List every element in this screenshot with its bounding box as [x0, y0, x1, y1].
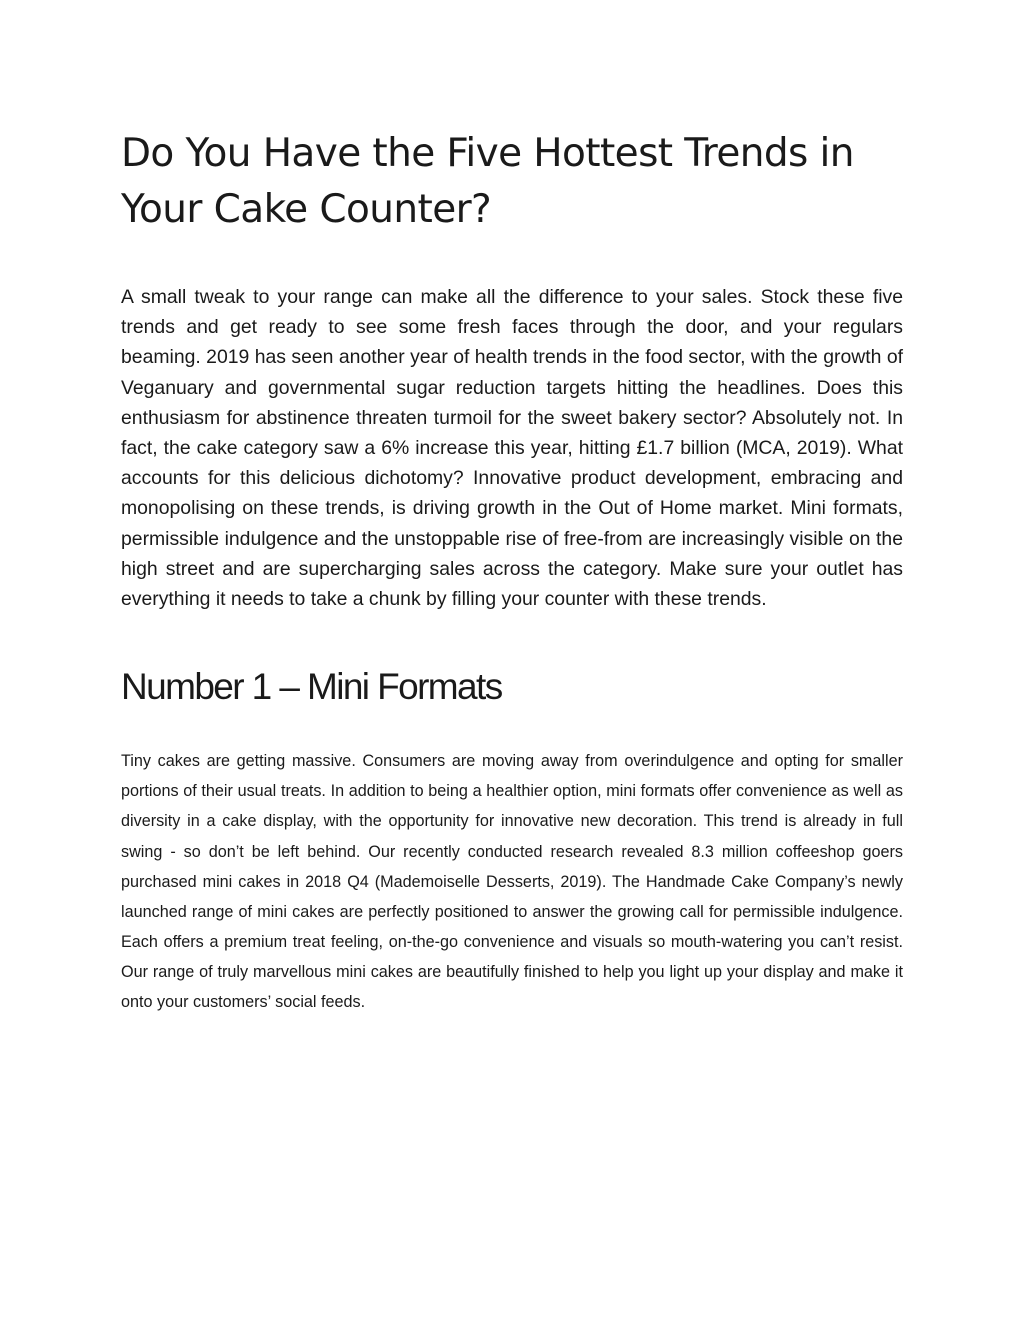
document-title: Do You Have the Five Hottest Trends in Your Cake Counter?	[121, 131, 854, 232]
document-content	[121, 126, 903, 1017]
section-heading-number-1: Number 1 – Mini Formats	[121, 666, 502, 708]
section-body-number-1: Tiny cakes are getting massive. Consumers are moving away from overindulgence and opting for smaller portions of their usual treats. In addition to being a healthier option, mini formats offer convenience as well as diversity in a cake display, with the opportunity for innovative new decoration. This trend is already in full swing - so don’t be left behind. Our recently conducted research revealed 8.3 million coffeeshop goers purchased mini cakes in 2018 Q4 (Mademoiselle Desserts, 2019). The Handmade Cake Company’s newly launched range of mini cakes are perfectly positioned to answer the growing call for permissible indulgence. Each offers a premium treat feeling, on-the-go convenience and visuals so mouth-watering you can’t resist. Our range of truly marvellous mini cakes are beautifully finished to help you light up your display and make it onto your customers’ social feeds.	[121, 752, 903, 1011]
intro-paragraph: A small tweak to your range can make all the difference to your sales. Stock these five trends and get ready to see some fresh faces through the door, and your regulars beaming. 2019 has seen another year of health trends in the food sector, with the growth of Veganuary and governmental sugar reduction targets hitting the headlines. Does this enthusiasm for abstinence threaten turmoil for the sweet bakery sector? Absolutely not. In fact, the cake category saw a 6% increase this year, hitting £1.7 billion (MCA, 2019). What accounts for this delicious dichotomy? Innovative product development, embracing and monopolising on these trends, is driving growth in the Out of Home market. Mini formats, permissible indulgence and the unstoppable rise of free-from are increasingly visible on the high street and are supercharging sales across the category. Make sure your outlet has everything it needs to take a chunk by filling your counter with these trends.	[121, 286, 903, 611]
